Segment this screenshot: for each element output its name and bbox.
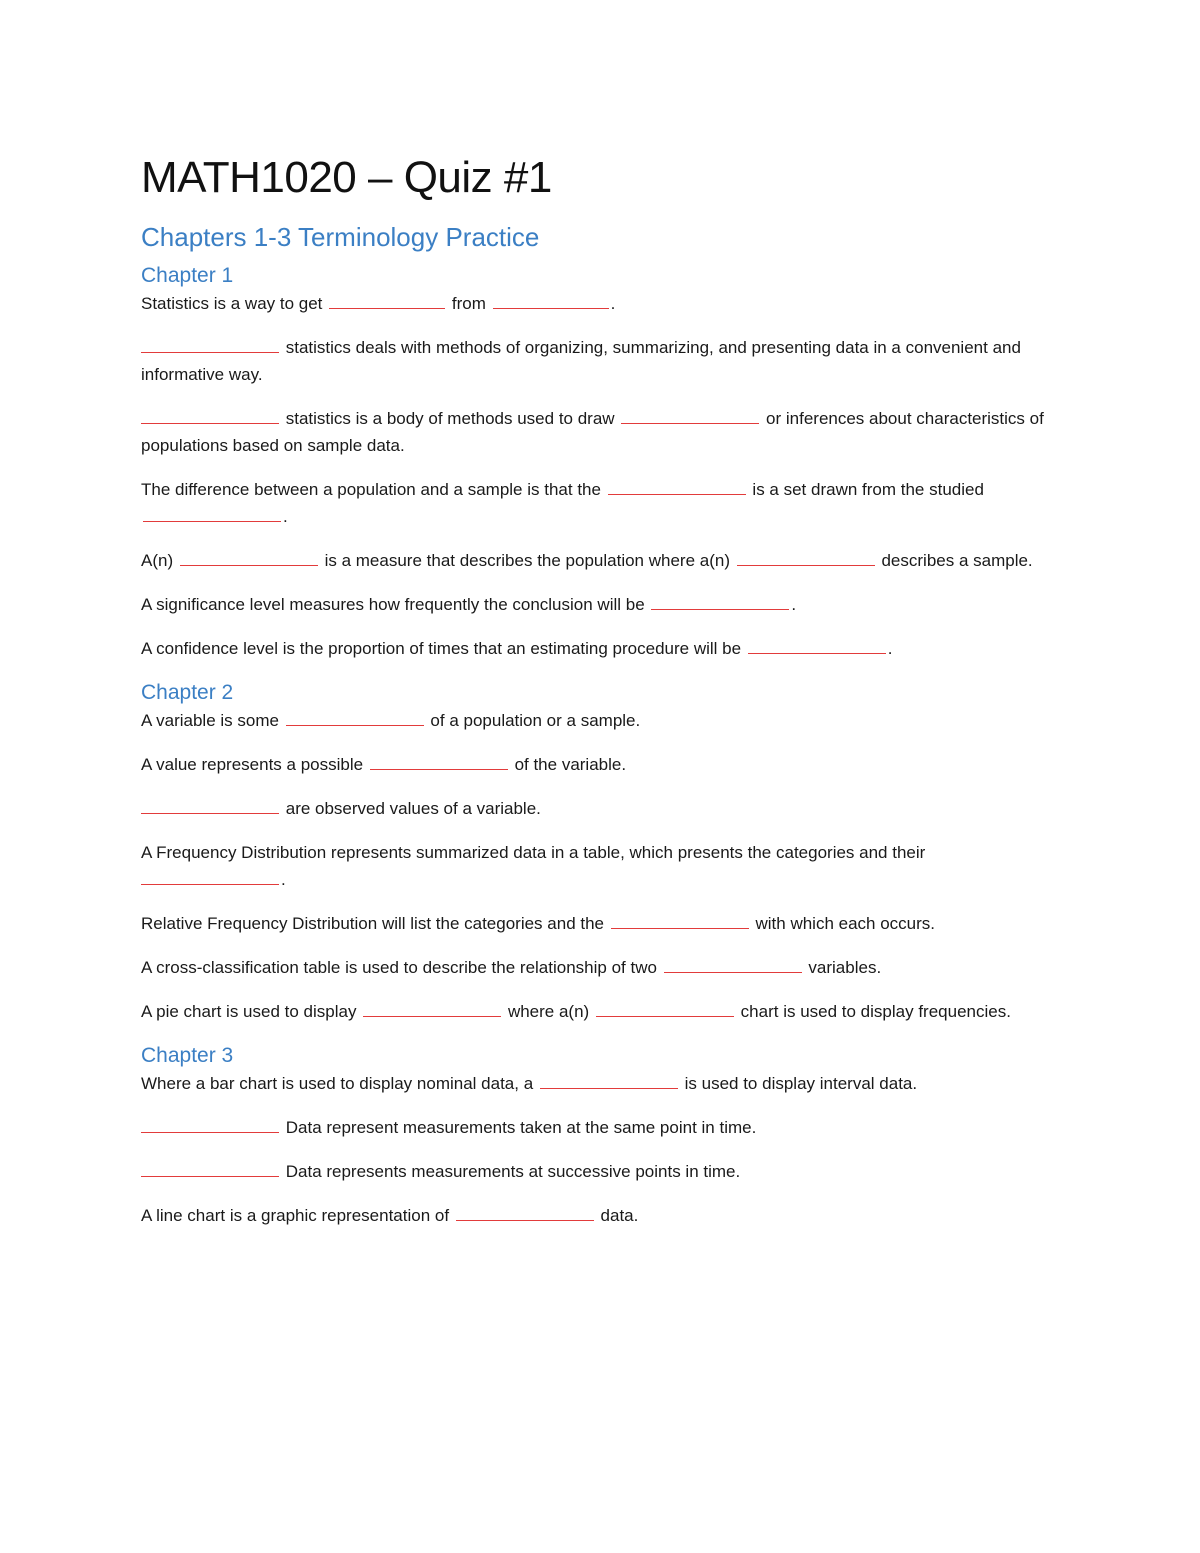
question-text: A significance level measures how frequently the conclusion will be xyxy=(141,595,645,614)
fill-in-blank[interactable] xyxy=(141,795,279,814)
question-text: variables. xyxy=(808,958,882,977)
question-text: from xyxy=(451,294,486,313)
question-text: or inferences about characteristics of populations based on sample data. xyxy=(141,409,1044,455)
question-text: The difference between a population and a sample is that the xyxy=(141,480,601,499)
question-2-4 xyxy=(141,839,1066,893)
question-text: Data represent measurements taken at the same point in time. xyxy=(285,1118,757,1137)
fill-in-blank[interactable] xyxy=(141,1158,279,1177)
question-2-1 xyxy=(141,707,1066,734)
question-1-6 xyxy=(141,591,1066,618)
question-1-1 xyxy=(141,290,1066,317)
chapter-3-section xyxy=(141,1042,1066,1229)
chapter-1-heading: Chapter 1 xyxy=(141,264,234,287)
question-2-6 xyxy=(141,954,1066,981)
question-text: is a set drawn from the studied xyxy=(752,480,984,499)
question-text: A(n) xyxy=(141,551,174,570)
chapter-1-section xyxy=(141,262,1066,662)
fill-in-blank[interactable] xyxy=(329,290,445,309)
question-3-3 xyxy=(141,1158,1066,1185)
question-text: describes a sample. xyxy=(881,551,1033,570)
fill-in-blank[interactable] xyxy=(180,547,318,566)
question-text: of a population or a sample. xyxy=(430,711,641,730)
chapter-2-heading: Chapter 2 xyxy=(141,681,234,704)
fill-in-blank[interactable] xyxy=(456,1202,594,1221)
question-text: statistics is a body of methods used to draw xyxy=(285,409,615,428)
page-subtitle: Chapters 1-3 Terminology Practice xyxy=(141,222,540,252)
question-3-4 xyxy=(141,1202,1066,1229)
fill-in-blank[interactable] xyxy=(611,910,749,929)
fill-in-blank[interactable] xyxy=(141,866,279,885)
question-1-5 xyxy=(141,547,1066,574)
fill-in-blank[interactable] xyxy=(370,751,508,770)
fill-in-blank[interactable] xyxy=(493,290,609,309)
page-title: MATH1020 – Quiz #1 xyxy=(141,153,552,202)
chapter-2-section xyxy=(141,679,1066,1025)
question-text: A variable is some xyxy=(141,711,279,730)
question-2-7 xyxy=(141,998,1066,1025)
question-text: Data represents measurements at successive points in time. xyxy=(285,1162,741,1181)
question-text: are observed values of a variable. xyxy=(285,799,541,818)
question-text: data. xyxy=(600,1206,639,1225)
question-text: Where a bar chart is used to display nominal data, a xyxy=(141,1074,534,1093)
question-text: of the variable. xyxy=(514,755,627,774)
question-text: with which each occurs. xyxy=(755,914,936,933)
question-text: A cross-classification table is used to describe the relationship of two xyxy=(141,958,657,977)
fill-in-blank[interactable] xyxy=(143,503,281,522)
question-text: A confidence level is the proportion of times that an estimating procedure will be xyxy=(141,639,742,658)
question-3-1 xyxy=(141,1070,1066,1097)
question-1-4 xyxy=(141,476,1066,530)
question-3-2 xyxy=(141,1114,1066,1141)
question-text: chart is used to display frequencies. xyxy=(740,1002,1011,1021)
question-text: A value represents a possible xyxy=(141,755,364,774)
question-text: A pie chart is used to display xyxy=(141,1002,357,1021)
fill-in-blank[interactable] xyxy=(540,1070,678,1089)
question-2-5 xyxy=(141,910,1066,937)
question-text: is a measure that describes the population where a(n) xyxy=(324,551,730,570)
question-text: A line chart is a graphic representation of xyxy=(141,1206,450,1225)
question-text: A Frequency Distribution represents summarized data in a table, which presents the categories and their xyxy=(141,843,926,862)
question-2-2 xyxy=(141,751,1066,778)
question-2-3 xyxy=(141,795,1066,822)
question-text: . xyxy=(283,507,288,526)
fill-in-blank[interactable] xyxy=(748,635,886,654)
fill-in-blank[interactable] xyxy=(651,591,789,610)
quiz-page xyxy=(141,148,1066,1246)
chapter-3-heading: Chapter 3 xyxy=(141,1044,234,1067)
fill-in-blank[interactable] xyxy=(286,707,424,726)
question-text: Relative Frequency Distribution will list the categories and the xyxy=(141,914,605,933)
fill-in-blank[interactable] xyxy=(596,998,734,1017)
fill-in-blank[interactable] xyxy=(664,954,802,973)
fill-in-blank[interactable] xyxy=(141,1114,279,1133)
question-text: statistics deals with methods of organizing, summarizing, and presenting data in a convenient and informative way. xyxy=(141,338,1021,384)
fill-in-blank[interactable] xyxy=(141,405,279,424)
question-text: Statistics is a way to get xyxy=(141,294,323,313)
fill-in-blank[interactable] xyxy=(737,547,875,566)
question-1-2 xyxy=(141,334,1066,388)
question-1-7 xyxy=(141,635,1066,662)
question-text: where a(n) xyxy=(507,1002,590,1021)
question-text: . xyxy=(281,870,286,889)
fill-in-blank[interactable] xyxy=(141,334,279,353)
fill-in-blank[interactable] xyxy=(608,476,746,495)
fill-in-blank[interactable] xyxy=(621,405,759,424)
question-text: . xyxy=(791,595,797,614)
question-1-3 xyxy=(141,405,1066,459)
question-text: . xyxy=(887,639,893,658)
fill-in-blank[interactable] xyxy=(363,998,501,1017)
question-text: . xyxy=(610,294,616,313)
question-text: is used to display interval data. xyxy=(684,1074,918,1093)
